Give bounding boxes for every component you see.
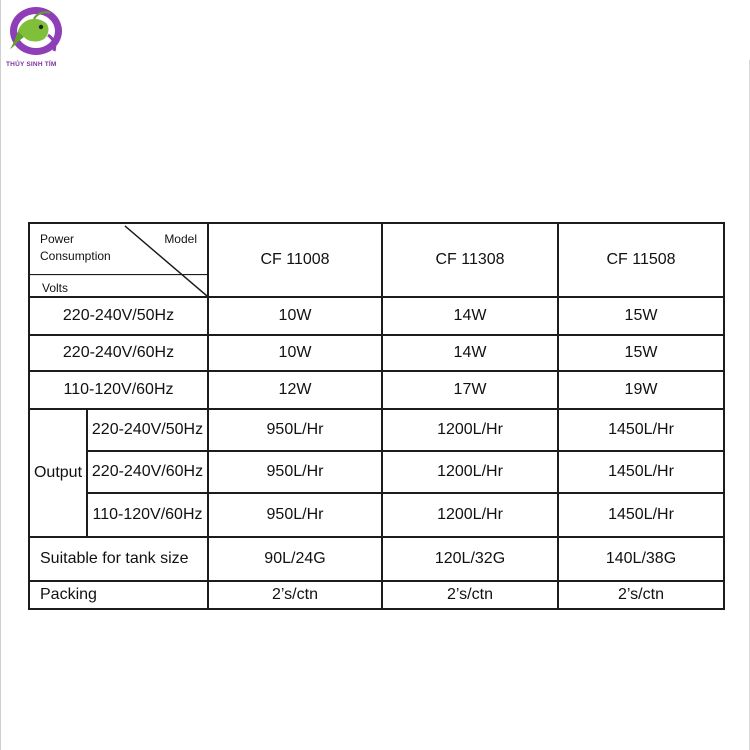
tank-size-value: 120L/32G: [382, 537, 558, 581]
table-row: [29, 297, 724, 335]
table-row: [29, 451, 724, 493]
model-header: CF 11308: [382, 223, 558, 297]
voltage-label: 220-240V/60Hz: [29, 335, 208, 371]
voltage-label: 220-240V/50Hz: [87, 409, 208, 451]
power-value: 14W: [382, 335, 558, 371]
tank-size-value: 90L/24G: [208, 537, 382, 581]
power-value: 19W: [558, 371, 724, 409]
model-label: Model: [164, 232, 197, 246]
power-value: 14W: [382, 297, 558, 335]
flow-value: 1450L/Hr: [558, 451, 724, 493]
table-row: [29, 493, 724, 537]
flow-value: 950L/Hr: [208, 409, 382, 451]
flow-value: 1200L/Hr: [382, 451, 558, 493]
power-value: 15W: [558, 335, 724, 371]
model-header: CF 11008: [208, 223, 382, 297]
flow-value: 950L/Hr: [208, 493, 382, 537]
spec-table: [28, 222, 725, 610]
header-corner-cell: [29, 223, 208, 297]
power-value: 10W: [208, 297, 382, 335]
voltage-label: 220-240V/50Hz: [29, 297, 208, 335]
brand-name: THỦY SINH TÍM: [6, 61, 57, 68]
packing-value: 2’s/ctn: [558, 581, 724, 609]
flow-value: 1200L/Hr: [382, 409, 558, 451]
tank-size-label: Suitable for tank size: [29, 537, 208, 581]
packing-label: Packing: [29, 581, 208, 609]
table-row: [29, 335, 724, 371]
table-row: [29, 537, 724, 581]
power-value: 12W: [208, 371, 382, 409]
table-header-row: [29, 223, 724, 297]
flow-value: 1450L/Hr: [558, 409, 724, 451]
tank-size-value: 140L/38G: [558, 537, 724, 581]
model-header: CF 11508: [558, 223, 724, 297]
voltage-label: 110-120V/60Hz: [87, 493, 208, 537]
flow-value: 1200L/Hr: [382, 493, 558, 537]
page-edge: [0, 0, 1, 750]
volts-label: Volts: [42, 281, 69, 295]
power-value: 10W: [208, 335, 382, 371]
power-label: Power: [40, 232, 75, 246]
voltage-label: 110-120V/60Hz: [29, 371, 208, 409]
output-label: Output: [29, 409, 87, 537]
packing-value: 2’s/ctn: [382, 581, 558, 609]
brand-logo: [4, 5, 64, 67]
power-value: 17W: [382, 371, 558, 409]
packing-value: 2’s/ctn: [208, 581, 382, 609]
consumption-label: Consumption: [40, 249, 111, 263]
table-row: [29, 409, 724, 451]
voltage-label: 220-240V/60Hz: [87, 451, 208, 493]
table-row: [29, 581, 724, 609]
power-value: 15W: [558, 297, 724, 335]
table-row: [29, 371, 724, 409]
flow-value: 1450L/Hr: [558, 493, 724, 537]
flow-value: 950L/Hr: [208, 451, 382, 493]
fish-logo-icon: [4, 5, 64, 59]
